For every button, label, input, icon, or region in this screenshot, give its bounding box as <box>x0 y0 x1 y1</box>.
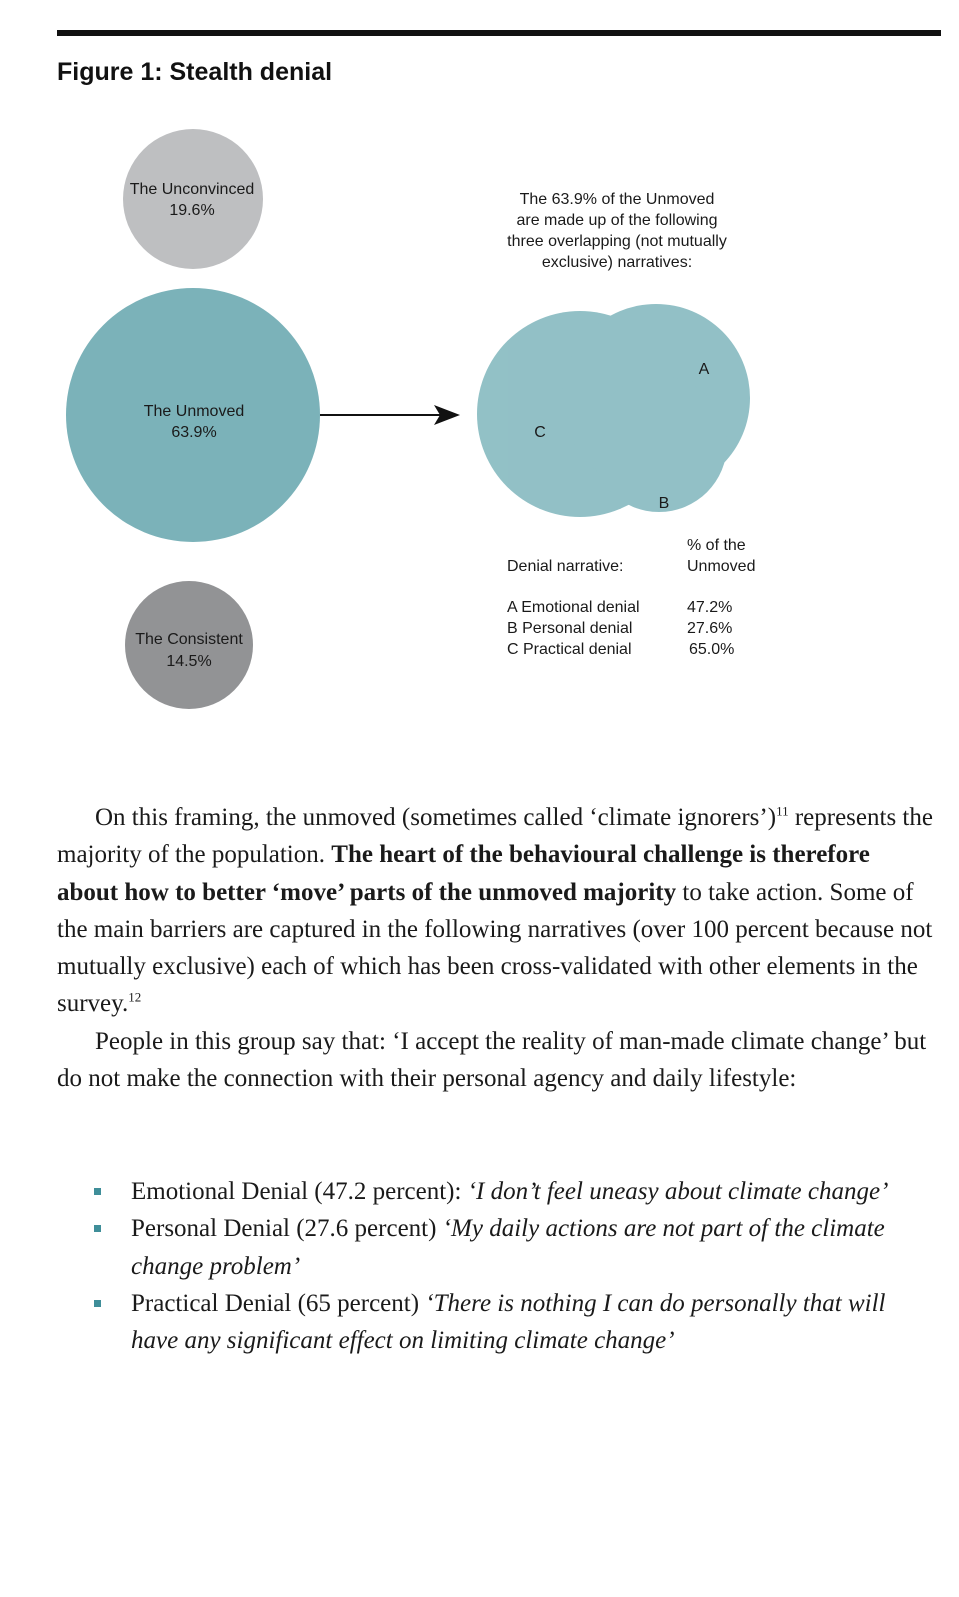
body-paragraph-1 <box>57 799 937 1023</box>
list-item <box>92 1285 892 1360</box>
unmoved-value: 63.9% <box>171 424 217 441</box>
bullet-square-icon <box>94 1188 101 1195</box>
table-header-narrative: Denial narrative: <box>507 558 624 575</box>
p1-text-end: to take action. Some of the main barriers are captured in the following narratives (over 100 percent because not mutually exclusive) each of which has been cross-validated with other elements in the survey. <box>57 878 933 1018</box>
p1-text-mid: represents the majority of the population. <box>57 804 933 869</box>
venn-label-a: A <box>698 361 710 378</box>
table-row-value: 65.0% <box>689 641 735 658</box>
stealth-denial-figure <box>0 100 959 720</box>
unconvinced-label: The Unconvinced <box>129 181 255 198</box>
venn-label-c: C <box>534 424 546 441</box>
footnote-ref-11: 11 <box>776 803 789 819</box>
unconvinced-circle <box>123 129 263 269</box>
unmoved-label: The Unmoved <box>143 403 245 420</box>
denial-bullet-list <box>92 1173 892 1359</box>
consistent-value: 14.5% <box>166 653 212 670</box>
bullet-quote: ‘There is nothing I can do personally that will have any significant effect on limiting climate change’ <box>131 1289 886 1355</box>
bullet-lead: Practical Denial (65 percent) <box>131 1289 426 1317</box>
bullet-quote: ‘My daily actions are not part of the climate change problem’ <box>131 1215 885 1280</box>
bullet-square-icon <box>94 1225 101 1232</box>
figure-title: Figure 1: Stealth denial <box>57 58 333 86</box>
bullet-lead: Emotional Denial (47.2 percent): <box>131 1178 468 1205</box>
bullet-quote: ‘I don’t feel uneasy about climate change’ <box>467 1178 889 1205</box>
footnote-ref-12: 12 <box>128 990 142 1006</box>
table-row-value: 27.6% <box>687 620 733 637</box>
bullet-lead: Personal Denial (27.6 percent) <box>131 1215 443 1243</box>
venn-circle-b <box>591 376 727 512</box>
table-row-label: A Emotional denial <box>507 599 640 616</box>
consistent-label: The Consistent <box>135 631 243 648</box>
table-row-label: C Practical denial <box>507 641 632 658</box>
venn-note-line-4: exclusive) narratives: <box>541 254 693 271</box>
list-item <box>92 1173 892 1210</box>
venn-note-line-2: are made up of the following <box>516 212 718 229</box>
p1-text-start: On this framing, the unmoved (sometimes called ‘climate ignorers’) <box>95 804 777 831</box>
top-rule <box>57 30 941 36</box>
venn-note-line-3: three overlapping (not mutually <box>507 233 727 250</box>
venn-label-b: B <box>658 495 670 512</box>
p2-text: People in this group say that: ‘I accept the reality of man-made climate change’ but do not make the connection with their personal agency and daily lifestyle: <box>57 1028 927 1093</box>
body-paragraph-2 <box>57 1023 947 1098</box>
p1-bold-text: The heart of the behavioural challenge is therefore about how to better ‘move’ parts of the unmoved majority <box>57 841 870 906</box>
table-header-pct-line-1: % of the <box>687 537 746 554</box>
list-item <box>92 1210 892 1285</box>
table-header-pct-line-2: Unmoved <box>687 558 756 575</box>
table-row-value: 47.2% <box>687 599 733 616</box>
venn-note-line-1: The 63.9% of the Unmoved <box>519 191 715 208</box>
bullet-square-icon <box>94 1300 101 1307</box>
table-row-label: B Personal denial <box>507 620 633 637</box>
unconvinced-value: 19.6% <box>169 202 215 219</box>
